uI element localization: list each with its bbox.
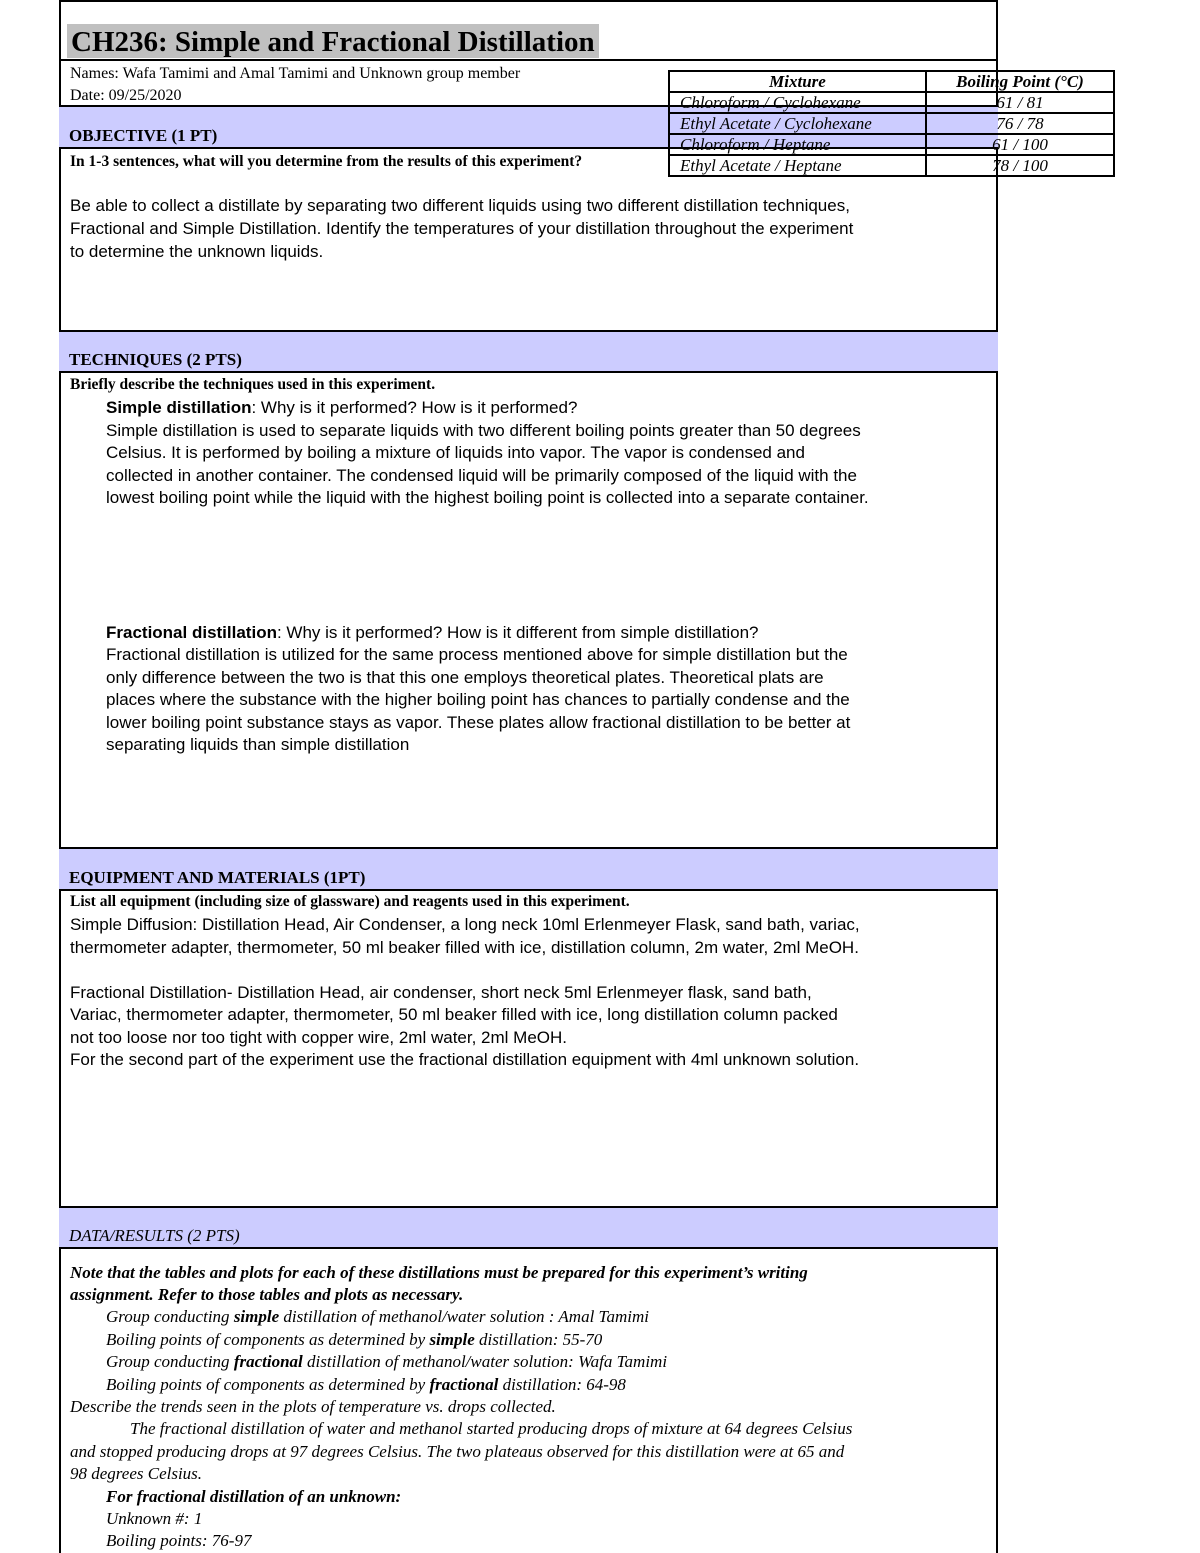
- fractional-line-2: only difference between the two is that this one employs theoretical plates. Theoretical plats are: [106, 668, 824, 687]
- techniques-prompt: Briefly describe the techniques used in this experiment.: [70, 376, 436, 393]
- boiling-point-header: Boiling Point (°C): [926, 71, 1114, 92]
- boiling-point-cell: 76 / 78: [926, 113, 1114, 134]
- equipment-prompt: List all equipment (including size of glassware) and reagents used in this experiment.: [70, 893, 630, 910]
- table-row: [669, 92, 1114, 113]
- equipment-simple-line-2: thermometer adapter, thermometer, 50 ml beaker filled with ice, distillation column, 2m water, 2ml MeOH.: [70, 938, 859, 957]
- mixture-cell: Chloroform / Heptane: [669, 134, 926, 155]
- describe-prompt: Describe the trends seen in the plots of temperature vs. drops collected.: [70, 1397, 556, 1416]
- equipment-fractional-line-3: not too loose nor too tight with copper wire, 2ml water, 2ml MeOH.: [70, 1028, 568, 1047]
- equipment-heading: EQUIPMENT AND MATERIALS (1PT): [69, 868, 366, 887]
- unknown-heading: For fractional distillation of an unknown:: [106, 1487, 402, 1506]
- boiling-point-cell: 78 / 100: [926, 155, 1114, 176]
- trend-line-1: The fractional distillation of water and methanol started producing drops of mixture at 64 degrees Celsius: [130, 1419, 853, 1438]
- equipment-unknown-line: For the second part of the experiment use the fractional distillation equipment with 4ml unknown solution.: [70, 1050, 860, 1069]
- fractional-distillation-question: [106, 622, 759, 645]
- table-row: [669, 134, 1114, 155]
- fractional-bp-prefix: Boiling points of components as determined by: [106, 1375, 430, 1394]
- fractional-bp-line: [106, 1374, 626, 1397]
- fractional-line-3: places where the substance with the higher boiling point has chances to partially condense and the: [106, 690, 850, 709]
- mixture-header: Mixture: [669, 71, 926, 92]
- fractional-group-prefix: Group conducting: [106, 1352, 234, 1371]
- fractional-group-suffix: distillation of methanol/water solution: Wafa Tamimi: [302, 1352, 668, 1371]
- fractional-bp-suffix: distillation: 64-98: [498, 1375, 626, 1394]
- names-line: Names: Wafa Tamimi and Amal Tamimi and Unknown group member: [70, 65, 521, 82]
- note-line-1: Note that the tables and plots for each of these distillations must be prepared for this experiment’s writing: [70, 1263, 808, 1282]
- objective-line-1: Be able to collect a distillate by separating two different liquids using two different distillation techniques,: [70, 196, 850, 215]
- mixture-cell: Ethyl Acetate / Heptane: [669, 155, 926, 176]
- simple-distillation-label: Simple distillation: [106, 398, 252, 417]
- fractional-word: fractional: [233, 1352, 303, 1371]
- techniques-heading: TECHNIQUES (2 PTS): [69, 350, 242, 369]
- simple-bp-line: [106, 1329, 602, 1352]
- trend-line-3: 98 degrees Celsius.: [70, 1464, 203, 1483]
- unknown-boiling-points: Boiling points: 76-97: [106, 1531, 252, 1550]
- boiling-point-table: [668, 70, 1115, 177]
- equipment-fractional-line-1: Fractional Distillation- Distillation Head, air condenser, short neck 5ml Erlenmeyer flask, sand bath,: [70, 983, 812, 1002]
- simple-line-3: collected in another container. The condensed liquid will be primarily composed of the liquid with the: [106, 466, 857, 485]
- simple-line-4: lowest boiling point while the liquid with the highest boiling point is collected into a separate container.: [106, 488, 869, 507]
- simple-distillation-question: [106, 397, 577, 420]
- table-header-row: [669, 71, 1114, 92]
- equipment-header: [59, 847, 998, 891]
- fractional-line-1: Fractional distillation is utilized for the same process mentioned above for simple distillation but the: [106, 645, 848, 664]
- objective-line-3: to determine the unknown liquids.: [70, 242, 324, 261]
- data-results-heading: DATA/RESULTS (2 PTS): [69, 1226, 240, 1245]
- trend-line-2: and stopped producing drops at 97 degrees Celsius. The two plateaus observed for this distillation were at 65 and: [70, 1442, 845, 1461]
- fractional-group-line: [106, 1351, 667, 1374]
- mixture-cell: Chloroform / Cyclohexane: [669, 92, 926, 113]
- objective-line-2: Fractional and Simple Distillation. Identify the temperatures of your distillation throughout the experiment: [70, 219, 854, 238]
- mixture-cell: Ethyl Acetate / Cyclohexane: [669, 113, 926, 134]
- simple-group-line: [106, 1306, 649, 1329]
- simple-bp-prefix: Boiling points of components as determined by: [106, 1330, 430, 1349]
- title-divider: [59, 59, 998, 61]
- boiling-point-cell: 61 / 81: [926, 92, 1114, 113]
- simple-line-2: Celsius. It is performed by boiling a mixture of liquids into vapor. The vapor is condensed and: [106, 443, 805, 462]
- date-line: Date: 09/25/2020: [70, 87, 182, 104]
- fractional-line-5: separating liquids than simple distillation: [106, 735, 410, 754]
- equipment-simple-line-1: Simple Diffusion: Distillation Head, Air Condenser, a long neck 10ml Erlenmeyer Flask, sand bath, variac,: [70, 915, 860, 934]
- boiling-point-cell: 61 / 100: [926, 134, 1114, 155]
- simple-bp-suffix: distillation: 55-70: [474, 1330, 603, 1349]
- simple-group-prefix: Group conducting: [106, 1307, 234, 1326]
- table-row: [669, 155, 1114, 176]
- table-row: [669, 113, 1114, 134]
- objective-heading: OBJECTIVE (1 PT): [69, 126, 218, 145]
- objective-prompt: In 1-3 sentences, what will you determine from the results of this experiment?: [70, 153, 583, 170]
- fractional-distillation-label: Fractional distillation: [106, 623, 277, 642]
- page-title: CH236: Simple and Fractional Distillation: [67, 24, 599, 58]
- simple-word: simple: [233, 1307, 280, 1326]
- unknown-number: Unknown #: 1: [106, 1509, 203, 1528]
- fractional-line-4: lower boiling point substance stays as vapor. These plates allow fractional distillation to be better at: [106, 713, 851, 732]
- simple-group-suffix: distillation of methanol/water solution : Amal Tamimi: [279, 1307, 649, 1326]
- equipment-fractional-line-2: Variac, thermometer adapter, thermometer, 50 ml beaker filled with ice, long distillation column packed: [70, 1005, 838, 1024]
- note-line-2: assignment. Refer to those tables and plots as necessary.: [70, 1285, 464, 1304]
- simple-word: simple: [429, 1330, 475, 1349]
- simple-question-text: : Why is it performed? How is it performed?: [251, 398, 578, 417]
- fractional-word: fractional: [429, 1375, 499, 1394]
- page-top-border: [59, 0, 998, 2]
- techniques-header: [59, 330, 998, 373]
- simple-line-1: Simple distillation is used to separate liquids with two different boiling points greater than 50 degrees: [106, 421, 861, 440]
- data-results-header: [59, 1206, 998, 1249]
- fractional-question-text: : Why is it performed? How is it different from simple distillation?: [276, 623, 759, 642]
